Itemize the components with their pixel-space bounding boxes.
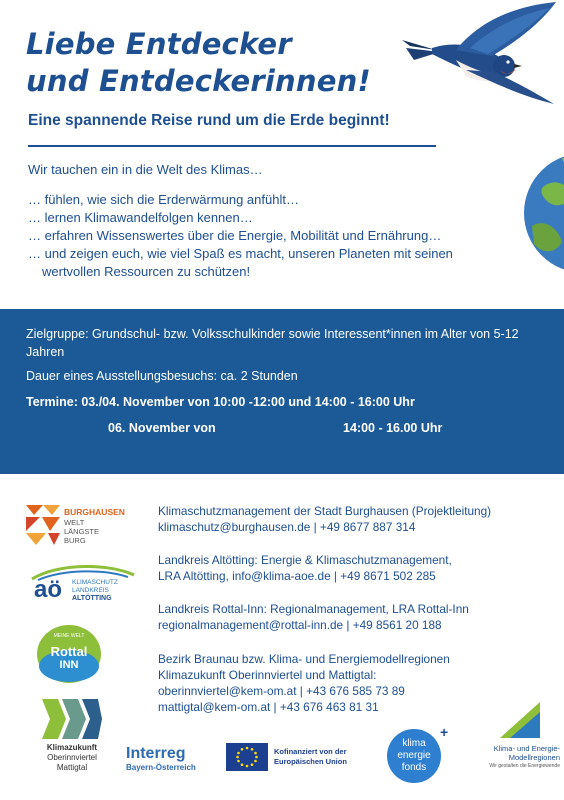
contact-burghausen	[158, 503, 491, 535]
contact-subtitle: Klimazukunft Oberinnviertel und Mattigtal:	[158, 668, 377, 682]
contact-details[interactable]: LRA Altötting, info@klima-aoe.de | +49 8671 502 285	[158, 569, 436, 583]
interreg-logo	[126, 745, 216, 775]
list-item: … und zeigen euch, wie viel Spaß es macht, unseren Planeten mit seinen	[28, 246, 453, 261]
rottal-word: Rottal	[50, 644, 88, 659]
burghausen-name: BURGHAUSEN	[64, 507, 125, 517]
chevrons-icon	[42, 699, 102, 739]
contact-details[interactable]: mattigtal@kem-om.at | +43 676 463 81 31	[158, 700, 379, 714]
contact-details[interactable]: klimaschutz@burghausen.de | +49 8677 887 314	[158, 520, 416, 534]
burghausen-emblem-icon	[26, 505, 60, 545]
klimazukunft-text	[30, 743, 114, 773]
logo-line: KLIMASCHUTZ	[72, 579, 118, 586]
contact-altoetting	[158, 552, 452, 584]
contact-title: Klimaschutzmanagement der Stadt Burghausen (Projektleitung)	[158, 504, 492, 518]
tagline-line: BURG	[64, 536, 86, 545]
burghausen-logo	[26, 505, 136, 549]
burghausen-tagline	[64, 518, 99, 545]
title-line-2: und Entdeckerinnen!	[26, 64, 371, 98]
intro-list	[28, 191, 528, 281]
list-item: … fühlen, wie sich die Erderwärmung anfühlt…	[28, 192, 299, 207]
plus-icon: +	[440, 724, 449, 740]
dates-second-time: 14:00 - 16.00 Uhr	[343, 421, 443, 435]
logo-line: Oberinnviertel	[47, 753, 97, 762]
duration-text: Dauer eines Ausstellungsbesuchs: ca. 2 Stunden	[26, 369, 298, 383]
klimazukunft-logo	[30, 699, 114, 781]
divider	[28, 145, 436, 147]
rottal-top-text: MEINE WELT	[53, 633, 85, 639]
page-title	[26, 26, 371, 100]
target-group-text: Zielgruppe: Grundschul- bzw. Volksschulkinder sowie Interessent*innen im Alter von 5-12 Jahren	[26, 327, 519, 359]
kem-text	[460, 744, 560, 771]
logo-line: fonds	[401, 762, 427, 773]
dates-text: Termine: 03./04. November von 10:00 -12:00 und 14:00 - 16:00 Uhr	[26, 395, 415, 409]
logo-line: energie	[397, 750, 431, 761]
logo-line: LANDKREIS	[72, 587, 109, 594]
fonds-text	[386, 738, 442, 774]
ao-mark: aö	[34, 576, 63, 603]
contact-rottal-inn	[158, 601, 469, 633]
contact-details[interactable]: oberinnviertel@kem-om.at | +43 676 585 73 89	[158, 684, 405, 698]
eu-flag-icon	[226, 743, 268, 771]
tagline-line: WELT	[64, 518, 85, 527]
logo-line: klima	[402, 738, 426, 749]
list-item: … erfahren Wissenswertes über die Energie, Mobilität und Ernährung…	[28, 228, 442, 243]
dates-second-day: 06. November von	[108, 421, 216, 435]
kem-arrow-icon	[500, 702, 540, 738]
contact-title: Landkreis Altötting: Energie & Klimaschutzmanagement,	[158, 553, 452, 567]
logo-line: Kofinanziert von der	[274, 747, 347, 756]
intro-lead: Wir tauchen ein in die Welt des Klimas…	[28, 162, 263, 177]
page-subtitle: Eine spannende Reise rund um die Erde beginnt!	[28, 112, 390, 129]
contact-title: Landkreis Rottal-Inn: Regionalmanagement, LRA Rottal-Inn	[158, 602, 469, 616]
tagline-line: LÄNGSTE	[64, 527, 100, 536]
interreg-region: Bayern-Österreich	[126, 763, 196, 772]
logo-line: Europäischen Union	[274, 757, 347, 766]
info-band	[0, 309, 564, 474]
eu-cofinanced-logo	[226, 743, 366, 775]
contact-details[interactable]: regionalmanagement@rottal-inn.de | +49 8561 20 188	[158, 618, 442, 632]
rottal-inn-logo	[36, 624, 102, 684]
rottal-inn-word: INN	[59, 659, 79, 671]
logo-line: Klimazukunft	[46, 743, 98, 752]
title-line-1: Liebe Entdecker	[26, 27, 292, 61]
logo-line: Mattigtal	[56, 763, 88, 772]
contact-braunau	[158, 651, 450, 715]
logo-line: ALTÖTTING	[72, 595, 112, 602]
altoetting-text	[72, 579, 118, 603]
earth-globe-illustration	[522, 148, 564, 278]
interreg-word: Interreg	[126, 745, 186, 762]
eu-text	[274, 747, 347, 767]
contact-title: Bezirk Braunau bzw. Klima- und Energiemodellregionen	[158, 652, 450, 666]
logo-line: Klima- und Energie-	[493, 744, 560, 753]
klima-energie-fonds-logo	[386, 724, 448, 786]
kem-logo	[460, 702, 560, 782]
swallow-illustration	[396, 0, 564, 110]
logo-line: Wir gestalten die Energiewende	[489, 763, 560, 769]
logo-line: Modellregionen	[508, 753, 560, 762]
altoetting-logo	[28, 565, 138, 611]
list-item: wertvollen Ressourcen zu schützen!	[42, 264, 251, 279]
list-item: … lernen Klimawandelfolgen kennen…	[28, 210, 253, 225]
